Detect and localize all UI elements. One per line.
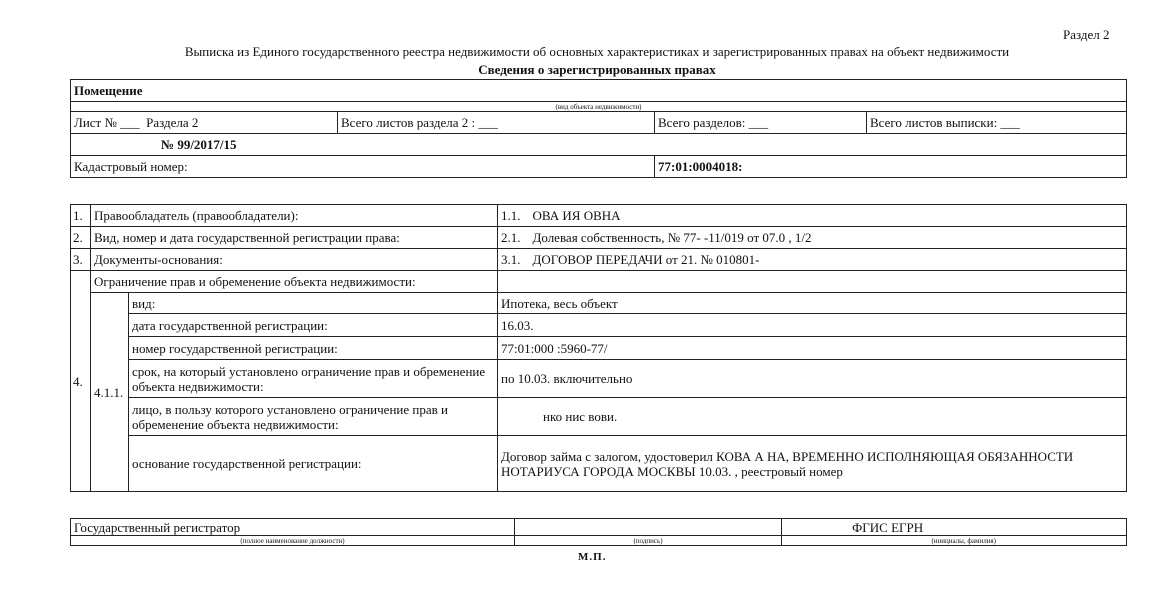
rights-table <box>70 204 1127 492</box>
registrar-signature <box>515 519 782 536</box>
section-number: Раздела 2 <box>146 115 199 130</box>
encumbrance-value: нко нис вови. <box>498 398 1127 436</box>
encumbrance-row <box>71 314 1127 337</box>
encumbrance-value: Ипотека, весь объект <box>498 293 1127 314</box>
total-sheets: Всего листов выписки: ___ <box>867 112 1127 134</box>
encumbrance-label: лицо, в пользу которого установлено ограничение прав и обременение объекта недвижимости: <box>129 398 498 436</box>
document-number: № 99/2017/15 <box>71 134 1127 156</box>
total-sections: Всего разделов: ___ <box>655 112 867 134</box>
encumbrance-number: 4. <box>71 271 91 492</box>
sheet-cell <box>71 112 338 134</box>
row-label: Вид, номер и дата государственной регистрации права: <box>91 227 498 249</box>
row-value: Долевая собственность, № 77- -11/019 от 07.0 , 1/2 <box>530 227 1127 249</box>
row-code: 1.1. <box>498 205 530 227</box>
object-type: Помещение <box>71 80 1127 102</box>
row-number: 1. <box>71 205 91 227</box>
encumbrance-value: 16.03. <box>498 314 1127 337</box>
registrar-table <box>70 518 1127 546</box>
row-value: ОВА ИЯ ОВНА <box>530 205 1127 227</box>
row-code: 2.1. <box>498 227 530 249</box>
row-number: 2. <box>71 227 91 249</box>
caption-position: (полное наименование должности) <box>71 536 515 546</box>
registrar-position: Государственный регистратор <box>71 519 515 536</box>
encumbrance-title: Ограничение прав и обременение объекта недвижимости: <box>91 271 498 293</box>
encumbrance-code: 4.1.1. <box>91 293 129 492</box>
row-code: 3.1. <box>498 249 530 271</box>
rights-row <box>71 249 1127 271</box>
encumbrance-label: вид: <box>129 293 498 314</box>
row-number: 3. <box>71 249 91 271</box>
row-label: Документы-основания: <box>91 249 498 271</box>
rights-row <box>71 205 1127 227</box>
document-title: Выписка из Единого государственного реестра недвижимости об основных характеристиках и зарегистрированных правах на объект недвижимости <box>184 44 1010 59</box>
document-subtitle: Сведения о зарегистрированных правах <box>478 62 716 77</box>
stamp-label: М.П. <box>578 551 607 563</box>
encumbrance-label: основание государственной регистрации: <box>129 436 498 492</box>
encumbrance-row <box>71 337 1127 360</box>
row-value: ДОГОВОР ПЕРЕДАЧИ от 21. № 010801- <box>530 249 1127 271</box>
row-label: Правообладатель (правообладатели): <box>91 205 498 227</box>
sheets-in-section: Всего листов раздела 2 : ___ <box>338 112 655 134</box>
section-label: Раздел 2 <box>1063 27 1110 42</box>
cadastral-value: 77:01:0004018: <box>655 156 1127 178</box>
registrar-name: ФГИС ЕГРН <box>782 519 1127 536</box>
encumbrance-value: по 10.03. включительно <box>498 360 1127 398</box>
encumbrance-row <box>71 360 1127 398</box>
encumbrance-row <box>71 398 1127 436</box>
encumbrance-label: срок, на который установлено ограничение прав и обременение объекта недвижимости: <box>129 360 498 398</box>
cadastral-label: Кадастровый номер: <box>71 156 655 178</box>
sheet-label: Лист № ___ <box>74 115 140 130</box>
caption-name: (инициалы, фамилия) <box>782 536 1127 546</box>
object-info-table <box>70 79 1127 178</box>
caption-signature: (подпись) <box>515 536 782 546</box>
encumbrance-row <box>71 293 1127 314</box>
encumbrance-title-value <box>498 271 1127 293</box>
rights-row <box>71 227 1127 249</box>
encumbrance-row <box>71 436 1127 492</box>
encumbrance-value: 77:01:000 :5960-77/ <box>498 337 1127 360</box>
encumbrance-label: номер государственной регистрации: <box>129 337 498 360</box>
object-type-caption: (вид объекта недвижимости) <box>71 102 1127 112</box>
encumbrance-value: Договор займа с залогом, удостоверил КОВА А НА, ВРЕМЕННО ИСПОЛНЯЮЩАЯ ОБЯЗАННОСТИ НОТАРИУСА ГОРОДА МОСКВЫ 10.03. , реестровый номер <box>498 436 1127 492</box>
encumbrance-label: дата государственной регистрации: <box>129 314 498 337</box>
